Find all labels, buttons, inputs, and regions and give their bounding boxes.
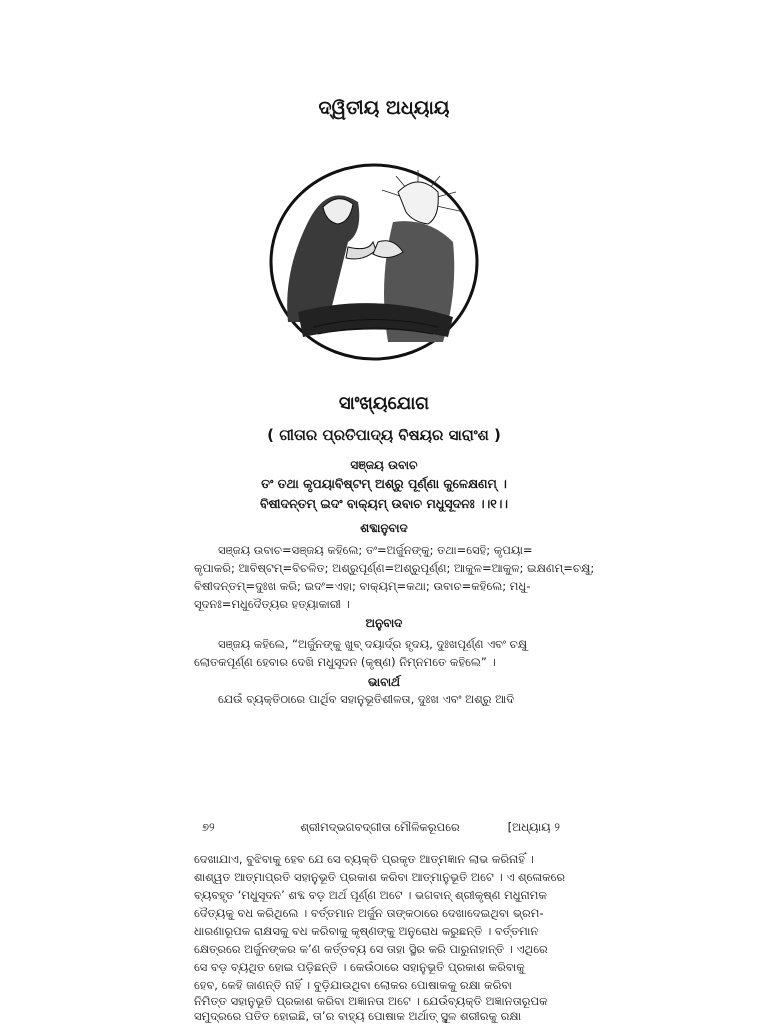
krishna-arjuna-medallion-icon [268,162,480,362]
book-title: ଶ୍ରୀମଦ୍‌ଭଗବଦ୍‌ଗୀତା ମୌଳିକରୂପରେ [300,820,460,834]
body-line: ଶାଶ୍ୱତ ଆତ୍ମାପ୍ରତି ସହାନୁଭୂତି ପ୍ରକାଶ କରିବା ଆତ୍ମାନୁଭୂତି ଅଟେ । ଏ ଶ୍ଳୋକରେ [194,870,566,884]
translation-heading: ଅନୁବାଦ [365,616,403,630]
synonyms-line: କୃପାକରି; ଆବିଷ୍ଟମ୍=ବିଚଳିତ; ଅଶ୍ରୁପୂର୍ଣ୍ଣ=ଅଶ୍ରୁପୂର୍ଣ୍ଣ; ଆକୁଳ=ଆକୁଳ; ଇକ୍ଷଣମ୍=ଚକ୍ଷୁ; [194,561,595,575]
synonyms-line: ବିଷୀଦନ୍ତମ୍=ଦୁଃଖ କରି; ଇଦଂ=ଏହା; ବାକ୍ୟମ୍=କଥା; ଉବାଚ=କହିଲେ; ମଧୁ- [194,579,531,593]
body-line: ଦେଖାଯାଏ, ବୁଝିବାକୁ ହେବ ଯେ ସେ ବ୍ୟକ୍ତି ପ୍ରକୃତ ଆତ୍ମଜ୍ଞାନ ଲାଭ କରିନାହିଁ । [194,852,534,866]
body-line: ନିମିତ୍ତ ସହାନୁଭୂତି ପ୍ରକାଶ କରିବା ଅଜ୍ଞାନତା ଅଟେ । ଯେଉଁବ୍ୟକ୍ତି ଅଜ୍ଞାନତାରୂପକ [194,994,548,1008]
body-line: ଧାରଣାରୂପକ ରାକ୍ଷସକୁ ବଧ କରିବାକୁ କୃଷ୍ଣଙ୍କୁ ଅନୁରୋଧ କରୁଛନ୍ତି । ବର୍ତ୍ତମାନ [194,924,539,938]
verse-speaker: ସଞ୍ଜୟ ଉବାଚ [350,458,418,472]
verse-line: ତଂ ତଥା କୃପୟାବିଷ୍ଟମ୍ ଅଶ୍ରୁ ପୂର୍ଣ୍ଣା କୁଳେକ୍ଷଣମ୍ । [261,476,507,491]
chapter-heading: ଦ୍ୱିତୀୟ ଅଧ୍ୟାୟ [318,97,450,119]
body-line: ସମୁଦ୍ରରେ ପତିତ ହୋଇଛି, ତା’ର ବାହ୍ୟ ପୋଷାକ ଅର୍ଥାତ୍ ସ୍ଥୂଳ ଶରୀରକୁ ରକ୍ଷା [194,1009,522,1023]
chapter-label: [ଅଧ୍ୟାୟ ୨ [507,820,560,834]
body-line: ଦୈତ୍ୟକୁ ବଧ କରିଥିଲେ । ବର୍ତ୍ତମାନ ଅର୍ଜୁନ ତାଙ୍କଠାରେ ଦେଖାଦେଇଥିବା ଭ୍ରମ- [194,906,544,920]
body-line: ହେବ, କେହି ଜାଣନ୍ତି ନାହିଁ । ବୁଡ଼ିଯାଉଥିବା ଲୋକର ପୋଷାକକୁ ରକ୍ଷା କରିବା [194,978,512,992]
translation-line: ଲୋତକପୂର୍ଣ୍ଣ ହେବାର ଦେଖି ମଧୁସୂଦନ (କୃଷ୍ଣ) ନିମ୍ନମତେ କହିଲେ” । [194,655,496,669]
synonyms-line: ସୂଦନଃ=ମଧୁଦୈତ୍ୟର ହତ୍ୟାକାରୀ । [194,597,350,611]
page-number: ୭୨ [202,820,215,834]
section-title: ସାଂଖ୍ୟଯୋଗ [338,393,430,414]
body-line: ବ୍ୟବହୃତ ‘ମଧୁସୂଦନ’ ଶବ୍ଦ ବଡ଼ ଅର୍ଥ ପୂର୍ଣ୍ଣ ଅଟେ । ଭଗବାନ୍ ଶ୍ରୀକୃଷ୍ଣ ମଧୁନାମକ [194,888,547,902]
synonyms-line: ସଞ୍ଜୟ ଉବାଚ=ସଞ୍ଜୟ କହିଲେ; ତଂ=ଅର୍ଜୁନଙ୍କୁ; ତଥା=ସେହି; କୃପୟା= [218,543,533,557]
running-header [200,820,560,838]
translation-line: ସଞ୍ଜୟ କହିଲେ, “ଅର୍ଜୁନଙ୍କୁ ଖୁବ୍ ଦୟାର୍ଦ୍ର ହୃଦୟ, ଦୁଃଖପୂର୍ଣ୍ଣ ଏବଂ ଚକ୍ଷୁ [218,637,528,651]
purport-heading: ଭାବାର୍ଥ [367,675,401,689]
purport-line: ଯେଉଁ ବ୍ୟକ୍ତିଠାରେ ପାର୍ଥିବ ସହାନୁଭୂତିଶୀଳତା, ଦୁଃଖ ଏବଂ ଅଶ୍ରୁ ଆଦି [218,692,515,706]
verse-line: ବିଷୀଦନ୍ତମ୍ ଇଦଂ ବାକ୍ୟମ୍ ଉବାଚ ମଧୁସୂଦନଃ ।।୧।। [260,496,508,511]
section-subtitle: ( ଗୀତାର ପ୍ରତିପାଦ୍ୟ ବିଷୟର ସାରାଂଶ ) [267,426,501,444]
body-line: ସେ ବଡ଼ ବ୍ୟଥିତ ହୋଇ ପଡ଼ିଛନ୍ତି । କେଉଁଠାରେ ସହାନୁଭୂତି ପ୍ରକାଶ କରିବାକୁ [194,960,525,974]
synonyms-heading: ଶବ୍ଦାନୁବାଦ [360,521,408,535]
body-line: କ୍ଷେତ୍ରରେ ଅର୍ଜୁନଙ୍କର କ’ଣ କର୍ତ୍ତବ୍ୟ ସେ ତାହା ସ୍ଥିର କରି ପାରୁନାହାନ୍ତି । ଏଥିରେ [194,942,548,956]
